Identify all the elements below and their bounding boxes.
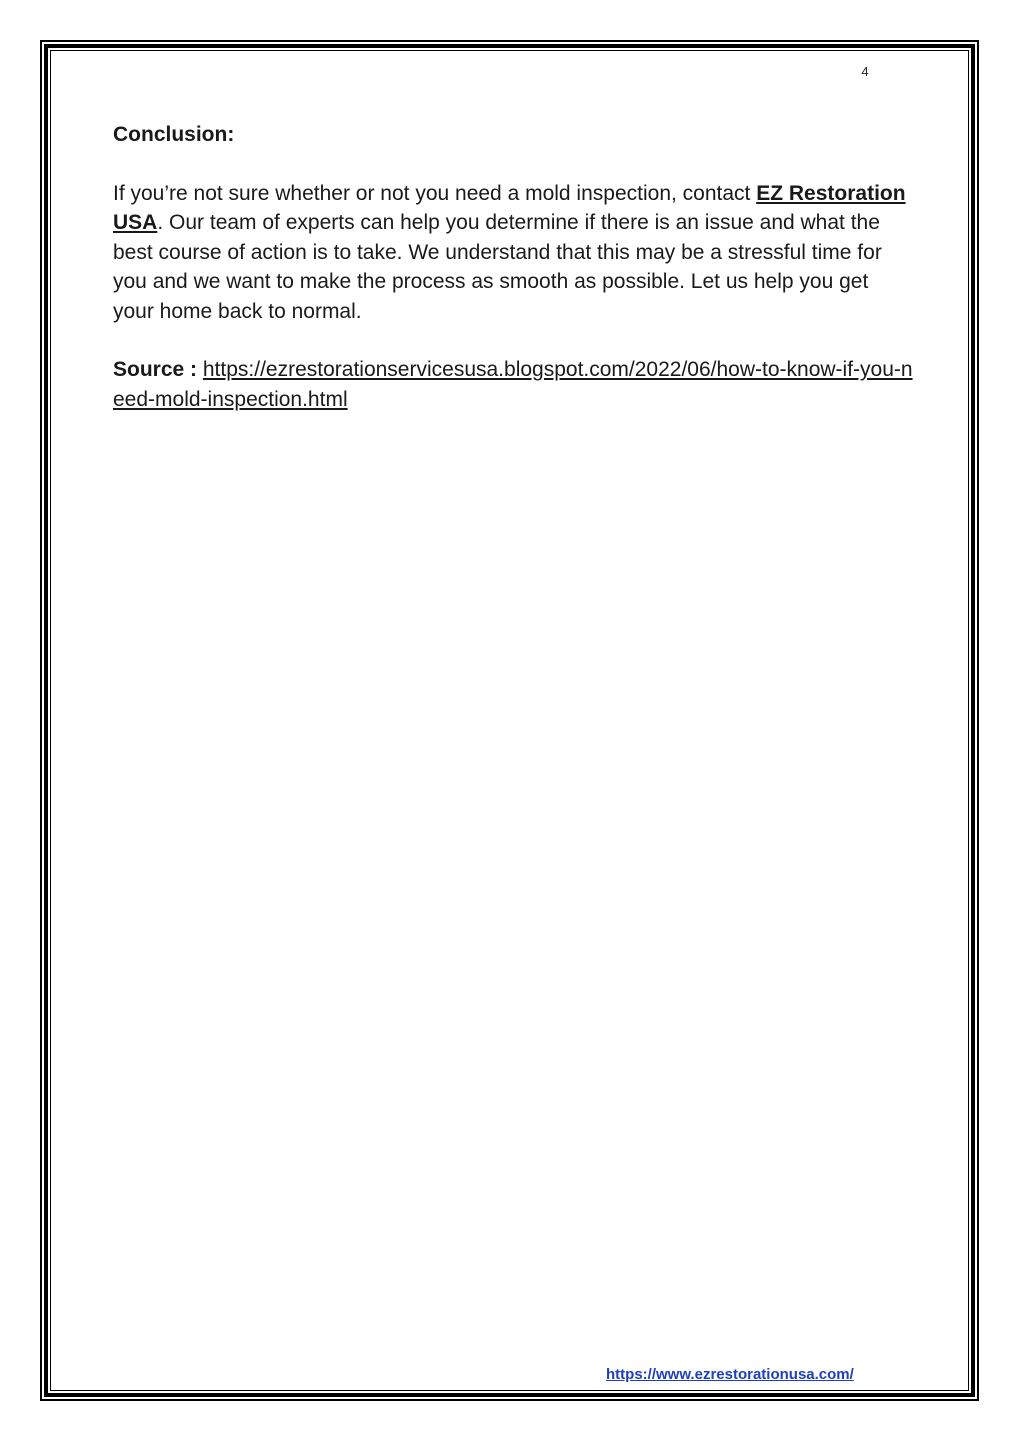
conclusion-paragraph: [113, 179, 913, 327]
brand-link[interactable]: EZ Restoration USA: [113, 181, 906, 234]
paragraph-text-after: . Our team of experts can help you determine if there is an issue and what the best course of action is to take. We understand that this may be a stressful time for you and we want to make the process as smooth as possible. Let us help you get your home back to normal.: [113, 211, 882, 323]
source-line: [113, 355, 913, 414]
source-link[interactable]: https://ezrestorationservicesusa.blogspot.com/2022/06/how-to-know-if-you-need-mold-inspection.html: [113, 358, 913, 411]
footer-website-link[interactable]: https://www.ezrestorationusa.com/: [606, 1366, 854, 1383]
paragraph-text-before: If you’re not sure whether or not you need a mold inspection, contact: [113, 181, 757, 205]
source-label: Source :: [113, 358, 198, 381]
page-number: 4: [861, 64, 869, 79]
document-body: [113, 120, 913, 443]
section-heading: Conclusion:: [113, 123, 235, 146]
